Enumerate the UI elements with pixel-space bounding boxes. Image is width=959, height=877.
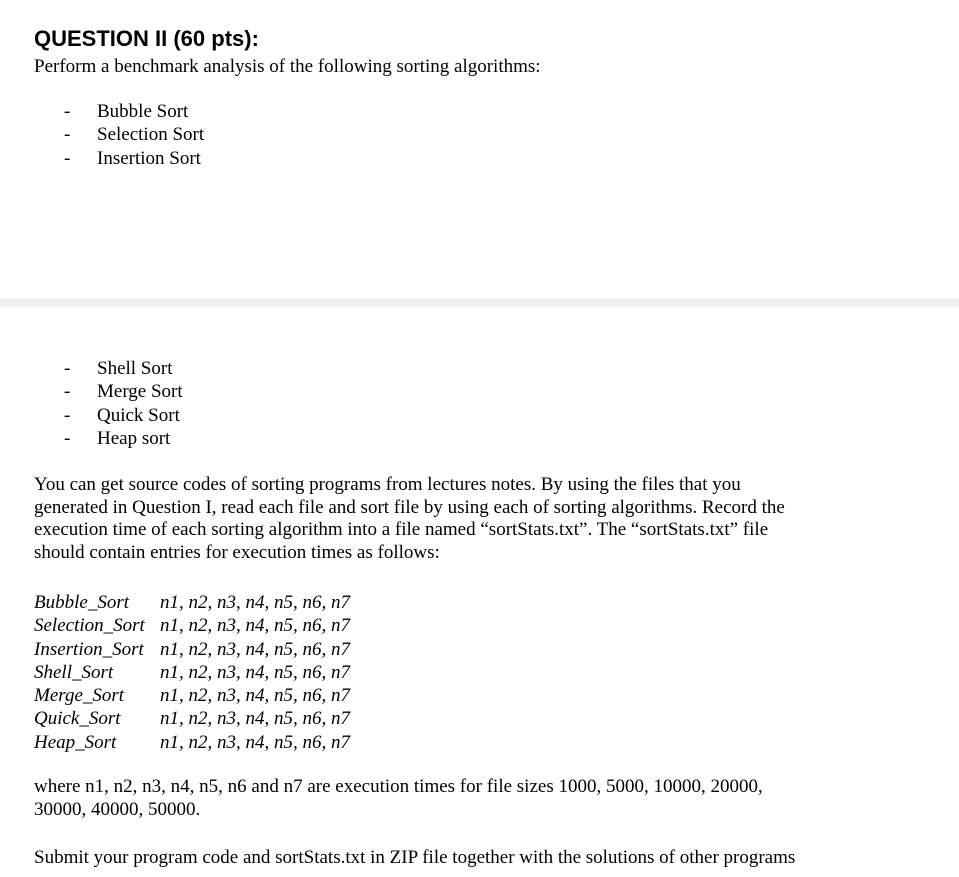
- execution-times-explanation: [34, 776, 763, 821]
- list-bullet: -: [64, 147, 71, 169]
- submission-instructions: [34, 847, 795, 870]
- list-item-text: Quick Sort: [97, 404, 180, 426]
- execution-times: n1, n2, n3, n4, n5, n6, n7: [160, 661, 350, 683]
- list-item-text: Heap sort: [97, 427, 171, 449]
- paragraph-line: You can get source codes of sorting programs from lectures notes. By using the files that you: [34, 474, 741, 495]
- list-item-text: Bubble Sort: [97, 101, 189, 122]
- list-item-text: Shell Sort: [97, 358, 173, 379]
- algorithm-name: Shell_Sort: [34, 661, 114, 683]
- paragraph-line: execution time of each sorting algorithm into a file named “sortStats.txt”. The “sortStats.txt” file: [34, 519, 769, 541]
- list-item-text: Merge Sort: [97, 381, 183, 403]
- list-item-text: Insertion Sort: [97, 147, 201, 169]
- algorithm-name: Bubble_Sort: [34, 592, 129, 613]
- list-bullet: -: [64, 404, 71, 426]
- paragraph-line: generated in Question I, read each file and sort file by using each of sorting algorithms. Record the: [34, 496, 785, 518]
- intro-text: Perform a benchmark analysis of the following sorting algorithms:: [34, 56, 541, 77]
- instructions-paragraph: [34, 474, 785, 564]
- algorithm-name: Quick_Sort: [34, 708, 121, 730]
- paragraph-line: should contain entries for execution times as follows:: [34, 541, 440, 563]
- list-bullet: -: [64, 101, 71, 122]
- list-bullet: -: [64, 358, 71, 379]
- paragraph-line: 30000, 40000, 50000.: [34, 798, 201, 820]
- algorithm-name: Merge_Sort: [34, 685, 125, 707]
- question-title: QUESTION II (60 pts):: [34, 26, 259, 51]
- execution-times: n1, n2, n3, n4, n5, n6, n7: [160, 615, 350, 637]
- list-bullet: -: [64, 124, 71, 146]
- paragraph-line: where n1, n2, n3, n4, n5, n6 and n7 are execution times for file sizes 1000, 5000, 10000, 20000,: [34, 776, 763, 797]
- execution-times: n1, n2, n3, n4, n5, n6, n7: [160, 685, 350, 707]
- list-bullet: -: [64, 427, 71, 449]
- execution-times: n1, n2, n3, n4, n5, n6, n7: [160, 638, 350, 660]
- algorithm-name: Selection_Sort: [34, 615, 145, 637]
- algorithm-name: Insertion_Sort: [34, 638, 144, 660]
- execution-times: n1, n2, n3, n4, n5, n6, n7: [160, 592, 350, 613]
- list-bullet: -: [64, 381, 71, 403]
- algorithm-name: Heap_Sort: [34, 731, 117, 753]
- execution-times: n1, n2, n3, n4, n5, n6, n7: [160, 731, 350, 753]
- paragraph-line: Submit your program code and sortStats.txt in ZIP file together with the solutions of other programs: [34, 847, 796, 868]
- execution-times: n1, n2, n3, n4, n5, n6, n7: [160, 708, 350, 730]
- list-item-text: Selection Sort: [97, 124, 205, 146]
- page-break-divider: [0, 298, 959, 307]
